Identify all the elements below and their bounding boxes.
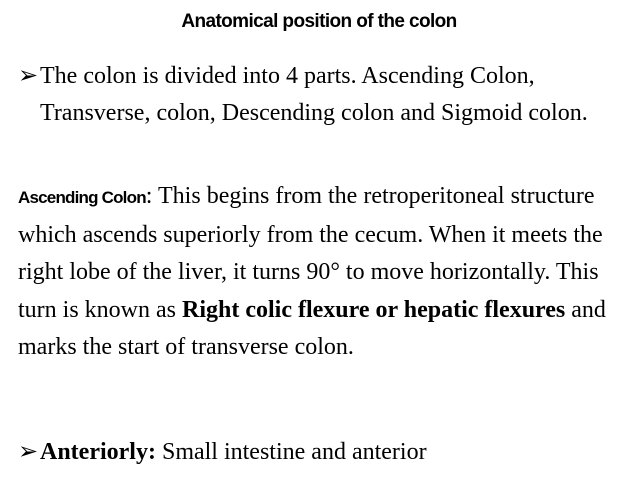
anteriorly-label: Anteriorly: xyxy=(40,439,156,465)
bullet-anteriorly-text xyxy=(40,434,628,471)
arrow-bullet-icon: ➢ xyxy=(18,439,39,465)
bullet-colon-parts xyxy=(18,58,628,132)
bullet-colon-parts-text: The colon is divided into 4 parts. Ascending Colon, Transverse, colon, Descending colon and Sigmoid colon. xyxy=(40,63,588,126)
heading-colon: : xyxy=(145,183,153,209)
slide-title: Anatomical position of the colon xyxy=(181,11,457,32)
ascending-colon-paragraph xyxy=(18,178,628,367)
paragraph-text-2: and marks the start of transverse colon. xyxy=(18,296,606,360)
arrow-bullet-icon: ➢ xyxy=(18,63,39,89)
anteriorly-description: Small intestine and anterior xyxy=(155,439,427,465)
paragraph-text-1: This begins from the retroperitoneal structure which ascends superiorly from the cecum. When it meets the right lobe of the liver, it turns 90° to move horizontally. This turn is known as xyxy=(18,183,603,323)
bullet-anteriorly xyxy=(18,434,628,471)
right-colic-flexure-term: Right colic flexure or hepatic flexures xyxy=(182,296,566,323)
ascending-colon-heading: Ascending Colon xyxy=(18,188,146,207)
